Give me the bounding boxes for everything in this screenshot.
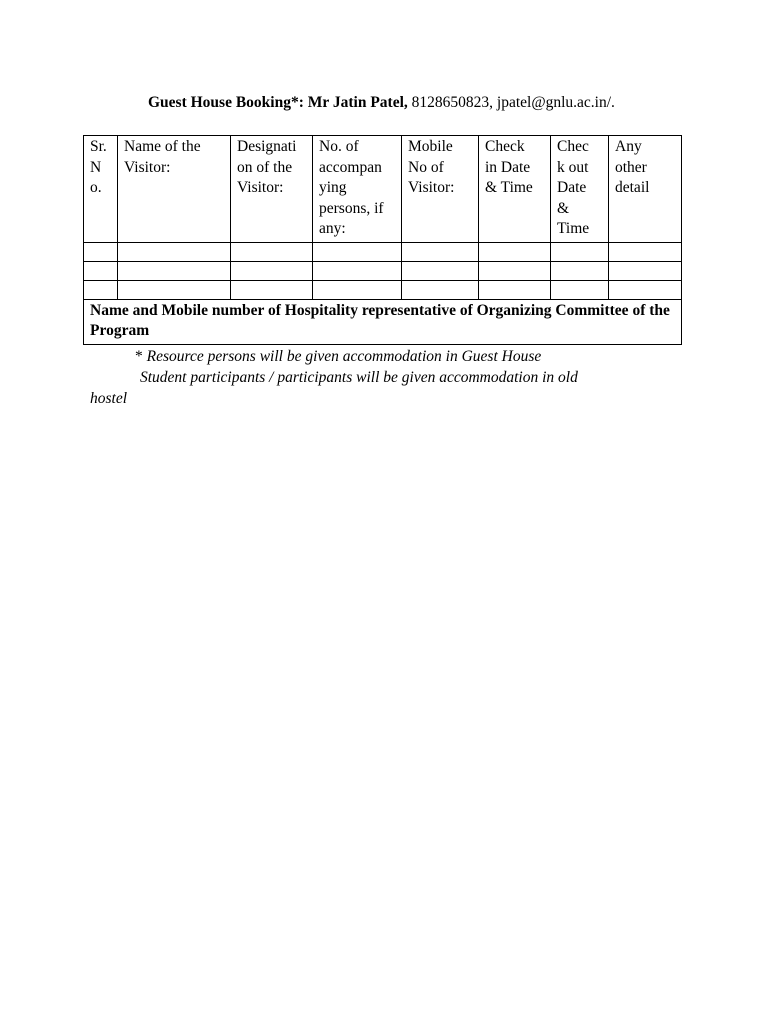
table-cell[interactable] [479, 242, 551, 261]
table-cell[interactable] [551, 242, 609, 261]
table-cell[interactable] [84, 280, 118, 299]
header-cell-check-in: Check in Date & Time [479, 136, 551, 243]
table-cell[interactable] [313, 261, 402, 280]
table-cell[interactable] [609, 261, 682, 280]
table-cell[interactable] [313, 242, 402, 261]
note-student-participants: Student participants / participants will be given accommodation in old [140, 369, 578, 386]
note-resource-persons-text: Resource persons will be given accommodation in Guest House [142, 348, 542, 365]
table-cell[interactable] [231, 242, 313, 261]
header-cell-check-out: Chec k out Date & Time [551, 136, 609, 243]
table-cell[interactable] [118, 280, 231, 299]
booking-contact: 8128650823, jpatel@gnlu.ac.in/. [407, 94, 615, 111]
table-cell[interactable] [84, 261, 118, 280]
booking-table [83, 135, 682, 345]
table-cell[interactable] [84, 242, 118, 261]
table-footer-row [84, 299, 682, 344]
hospitality-representative-cell[interactable]: Name and Mobile number of Hospitality representative of Organizing Committee of the Program [84, 299, 682, 344]
table-header-row [84, 136, 682, 243]
table-cell[interactable] [402, 261, 479, 280]
table-cell[interactable] [609, 242, 682, 261]
note-resource-persons [135, 348, 541, 366]
table-cell[interactable] [231, 280, 313, 299]
booking-heading [148, 94, 615, 112]
table-cell[interactable] [609, 280, 682, 299]
header-cell-designation: Designati on of the Visitor: [231, 136, 313, 243]
booking-heading-title: Guest House Booking*: Mr Jatin Patel, [148, 94, 408, 111]
table-cell[interactable] [402, 242, 479, 261]
header-cell-mobile: Mobile No of Visitor: [402, 136, 479, 243]
table-cell[interactable] [479, 261, 551, 280]
header-cell-other-detail: Any other detail [609, 136, 682, 243]
table-cell[interactable] [402, 280, 479, 299]
asterisk-marker: * [135, 348, 143, 365]
table-cell[interactable] [551, 261, 609, 280]
table-cell[interactable] [118, 261, 231, 280]
table-row [84, 242, 682, 261]
header-cell-visitor-name: Name of the Visitor: [118, 136, 231, 243]
header-cell-accompanying: No. of accompan ying persons, if any: [313, 136, 402, 243]
table-cell[interactable] [551, 280, 609, 299]
table-cell[interactable] [231, 261, 313, 280]
note-student-participants-cont: hostel [90, 390, 128, 407]
table-row [84, 280, 682, 299]
header-cell-sr-no: Sr. N o. [84, 136, 118, 243]
table-row [84, 261, 682, 280]
table-cell[interactable] [313, 280, 402, 299]
table-cell[interactable] [118, 242, 231, 261]
table-cell[interactable] [479, 280, 551, 299]
